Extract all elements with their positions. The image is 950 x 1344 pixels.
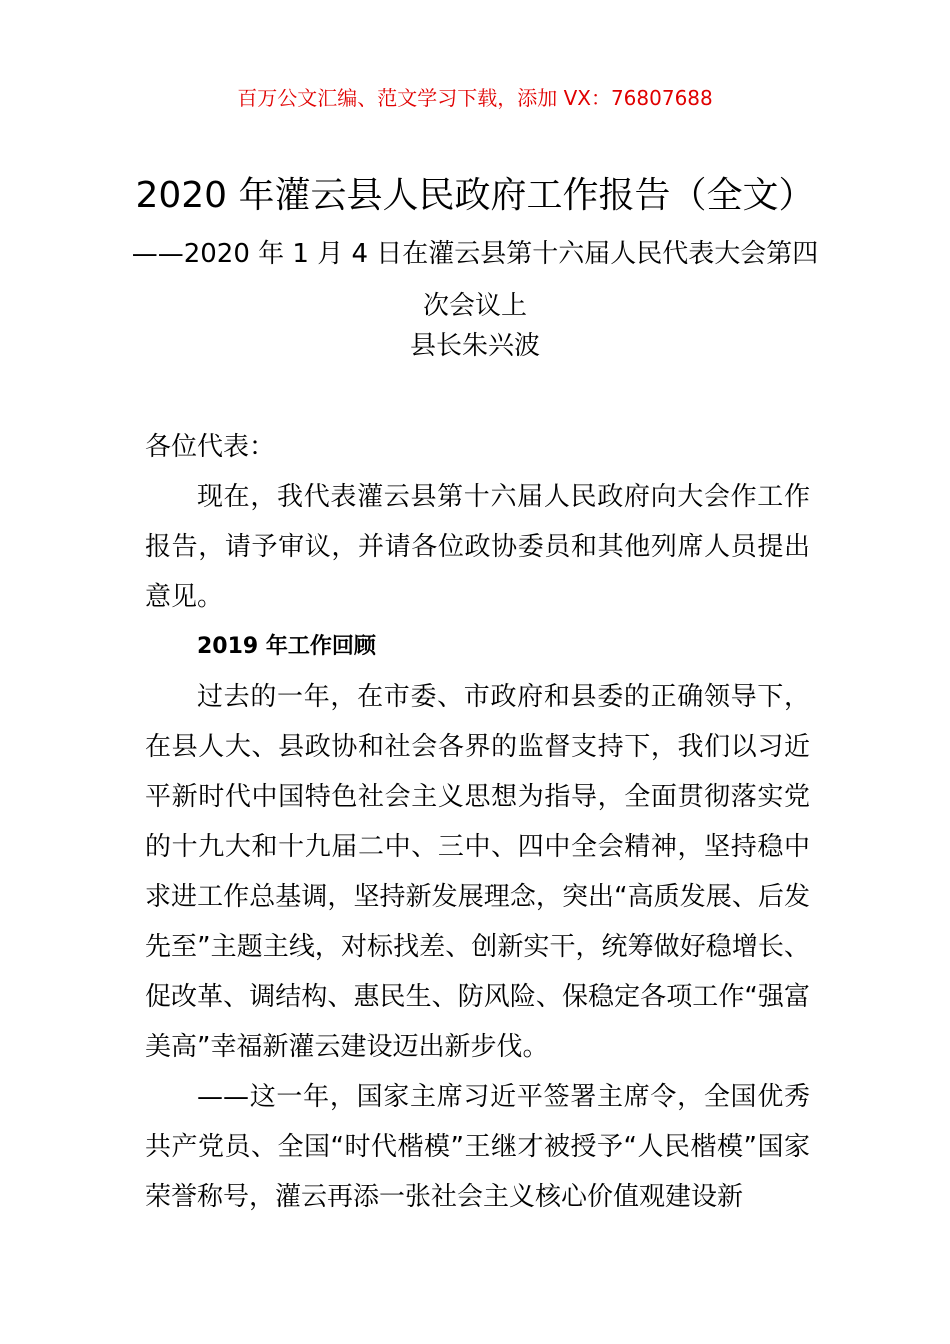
- section-heading: 2019 年工作回顾: [197, 634, 376, 659]
- intro-paragraph: 现在，我代表灌云县第十六届人民政府向大会作工作报告，请予审议，并请各位政协委员和其他列席人员提出意见。: [145, 482, 810, 612]
- document-author: 县长朱兴波: [409, 331, 540, 361]
- review-paragraph: 过去的一年，在市委、市政府和县委的正确领导下，在县人大、县政协和社会各界的监督支持下，我们以习近平新时代中国特色社会主义思想为指导，全面贯彻落实党的十九大和十九届二中、三中、四中全会精神，坚持稳中求进工作总基调，坚持新发展理念，突出“高质发展、后发先至”主题主线，对标找差、创新实干，统筹做好稳增长、促改革、调结构、惠民生、防风险、保稳定各项工作“强富美高”幸福新灌云建设迈出新步伐。: [145, 682, 810, 1062]
- review-paragraph: ——这一年，国家主席习近平签署主席令，全国优秀共产党员、全国“时代楷模”王继才被授予“人民楷模”国家荣誉称号，灌云再添一张社会主义核心价值观建设新: [145, 1082, 810, 1212]
- document-subtitle: ——2020 年 1 月 4 日在灌云县第十六届人民代表大会第四次会议上: [131, 239, 819, 321]
- document-title: 2020 年灌云县人民政府工作报告（全文）: [135, 175, 815, 216]
- salutation: 各位代表：: [145, 432, 276, 462]
- document-body: [145, 422, 810, 1222]
- header-note: 百万公文汇编、范文学习下载，添加 VX：76807688: [237, 86, 713, 110]
